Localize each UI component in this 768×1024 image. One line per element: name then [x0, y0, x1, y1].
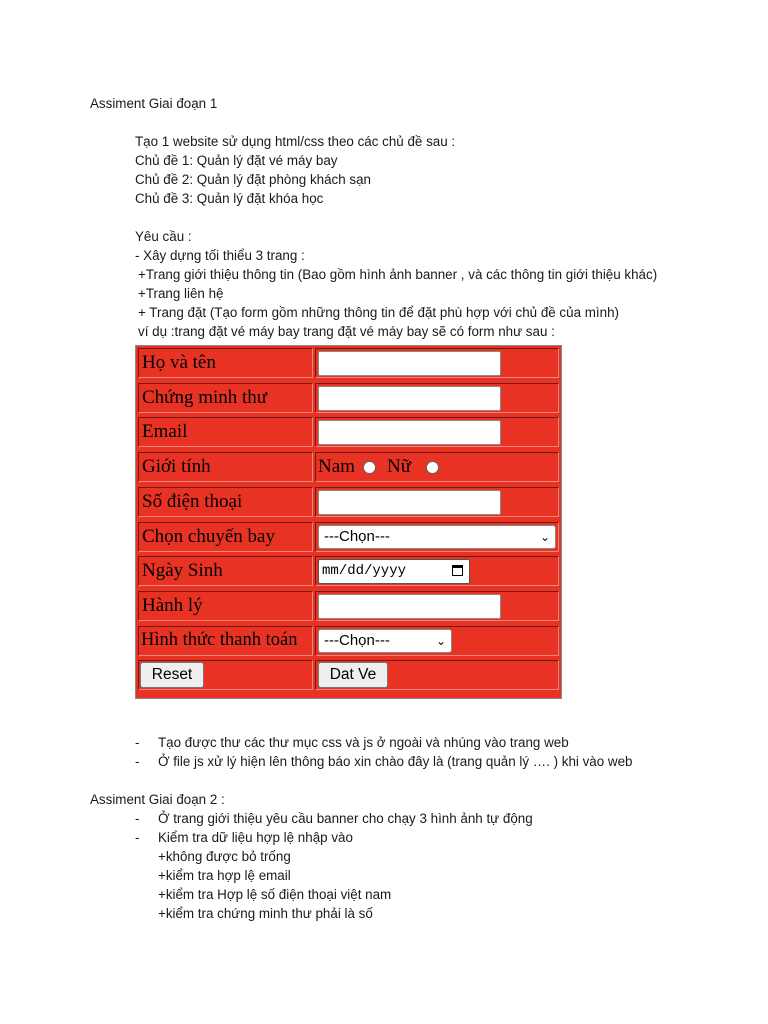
label-cell: [138, 452, 313, 482]
label-cell: [138, 417, 313, 447]
phone-input[interactable]: [318, 490, 501, 515]
requirement-1: - Xây dựng tối thiểu 3 trang :: [135, 248, 305, 263]
form-row-gender: [136, 450, 561, 485]
male-label: Nam: [318, 456, 355, 478]
birthdate-input[interactable]: [318, 559, 470, 584]
luggage-input[interactable]: [318, 594, 501, 619]
form-row-email: [136, 415, 561, 450]
flight-select[interactable]: [318, 525, 556, 549]
phase1-title: Assiment Giai đoạn 1: [90, 96, 218, 111]
label-cell: [138, 556, 313, 586]
input-cell: [315, 348, 559, 378]
phase2-sub-1: +không được bỏ trống: [158, 849, 291, 864]
label-cell: [138, 383, 313, 413]
phase1-bullet-1: Tạo được thư các thư mục css và js ở ngoài và nhúng vào trang web: [158, 735, 569, 750]
form-row-full-name: [136, 346, 561, 381]
luggage-label: Hành lý: [142, 594, 203, 616]
gender-label: Giới tính: [142, 456, 211, 478]
input-cell: [315, 522, 559, 552]
payment-select[interactable]: [318, 629, 452, 653]
button-cell: [315, 660, 559, 690]
topic-1: Chủ đề 1: Quản lý đặt vé máy bay: [135, 153, 338, 168]
phase1-bullet-2: Ở file js xử lý hiện lên thông báo xin chào đây là (trang quản lý …. ) khi vào web: [158, 754, 633, 769]
full-name-input[interactable]: [318, 351, 501, 376]
phase2-bullet-1: Ở trang giới thiệu yêu cầu banner cho chạy 3 hình ảnh tự động: [158, 811, 533, 826]
form-row-birthdate: [136, 554, 561, 589]
form-row-flight: [136, 520, 561, 555]
male-radio[interactable]: [363, 461, 376, 474]
booking-form-example: [135, 345, 562, 699]
id-card-input[interactable]: [318, 386, 501, 411]
phase2-sub-3: +kiểm tra Hợp lệ số điện thoại việt nam: [158, 887, 392, 902]
email-label: Email: [142, 421, 188, 443]
label-cell: [138, 348, 313, 378]
intro-line: Tạo 1 website sử dụng html/css theo các chủ đề sau :: [135, 134, 456, 149]
payment-select-value: ---Chọn---: [324, 631, 390, 649]
form-row-id-card: [136, 381, 561, 416]
full-name-label: Họ và tên: [142, 352, 216, 373]
email-input[interactable]: [318, 420, 501, 445]
requirement-3: +Trang liên hệ: [138, 286, 224, 301]
label-cell: [138, 591, 313, 621]
phone-label: Số điện thoại: [142, 490, 243, 512]
input-cell: [315, 452, 559, 482]
reset-button[interactable]: Reset: [140, 662, 204, 688]
label-cell: [138, 487, 313, 517]
bullet-dash: -: [135, 830, 140, 845]
input-cell: [315, 556, 559, 586]
input-cell: [315, 626, 559, 656]
calendar-icon[interactable]: [452, 565, 463, 576]
birthdate-label: Ngày Sinh: [142, 560, 223, 582]
date-placeholder: mm/dd/yyyy: [322, 563, 407, 580]
id-card-label: Chứng minh thư: [142, 386, 268, 408]
requirement-5: ví dụ :trang đặt vé máy bay trang đặt vé máy bay sẽ có form như sau :: [138, 324, 555, 339]
chevron-down-icon: ⌄: [539, 529, 550, 544]
payment-label: Hình thức thanh toán: [141, 629, 298, 650]
form-row-luggage: [136, 589, 561, 624]
phase2-sub-4: +kiểm tra chứng minh thư phải là số: [158, 906, 373, 921]
phase2-title: Assiment Giai đoạn 2 :: [90, 792, 225, 807]
form-row-payment: [136, 624, 561, 659]
female-radio[interactable]: [426, 461, 439, 474]
label-cell: [138, 626, 313, 656]
form-row-buttons: [136, 658, 561, 693]
submit-button[interactable]: Dat Ve: [318, 662, 388, 688]
requirements-heading: Yêu cầu :: [135, 229, 192, 244]
phase2-bullet-2: Kiểm tra dữ liệu hợp lệ nhập vào: [158, 830, 353, 845]
button-cell: [138, 660, 313, 690]
input-cell: [315, 487, 559, 517]
phase2-sub-2: +kiểm tra hợp lệ email: [158, 868, 291, 883]
requirement-2: +Trang giới thiệu thông tin (Bao gồm hình ảnh banner , và các thông tin giới thiệu khác): [138, 267, 658, 282]
flight-select-value: ---Chọn---: [324, 527, 390, 545]
bullet-dash: -: [135, 735, 140, 750]
flight-label: Chọn chuyến bay: [142, 525, 275, 547]
input-cell: [315, 417, 559, 447]
bullet-dash: -: [135, 754, 140, 769]
form-row-phone: [136, 485, 561, 520]
label-cell: [138, 522, 313, 552]
topic-3: Chủ đề 3: Quản lý đặt khóa học: [135, 191, 324, 206]
bullet-dash: -: [135, 811, 140, 826]
chevron-down-icon: ⌄: [435, 633, 446, 648]
requirement-4: + Trang đặt (Tạo form gồm những thông tin để đặt phù hợp với chủ đề của mình): [138, 305, 619, 320]
topic-2: Chủ đề 2: Quản lý đặt phòng khách sạn: [135, 172, 371, 187]
female-label: Nữ: [387, 456, 412, 478]
input-cell: [315, 591, 559, 621]
input-cell: [315, 383, 559, 413]
